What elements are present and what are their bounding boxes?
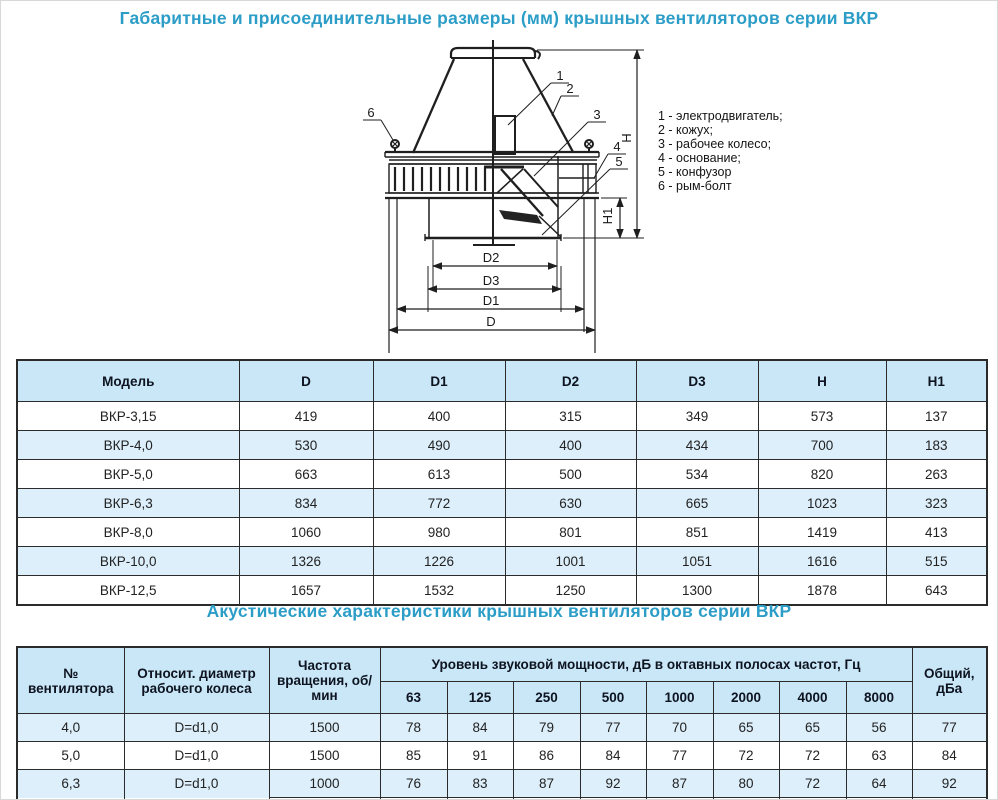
dims-value-cell: 315	[505, 402, 636, 431]
acoustic-frequency-header: 1000	[646, 682, 713, 714]
dim-D3-label: D3	[482, 273, 500, 288]
dims-table-row	[17, 402, 987, 431]
acoustic-fan-number-cell: 6,3	[17, 770, 124, 798]
acoustic-value-cell: 92	[580, 770, 646, 798]
dims-value-cell: 834	[239, 489, 373, 518]
acoustic-value-cell: 87	[646, 770, 713, 798]
part-label-6: 6	[367, 105, 375, 120]
acoustic-value-cell: 79	[513, 714, 580, 742]
dims-column-header: Модель	[17, 360, 239, 402]
acoustic-header-fan-number: № вентилятора	[17, 647, 124, 714]
dims-value-cell: 137	[886, 402, 987, 431]
part-label-3: 3	[593, 107, 601, 122]
legend-item: 2 - кожух;	[658, 123, 713, 137]
dims-value-cell: 980	[373, 518, 505, 547]
legend-item: 4 - основание;	[658, 151, 741, 165]
dimensions-table	[16, 359, 988, 606]
dims-value-cell: 263	[886, 460, 987, 489]
dims-value-cell: 500	[505, 460, 636, 489]
dims-value-cell: 801	[505, 518, 636, 547]
dims-value-cell: 820	[758, 460, 886, 489]
dims-value-cell: 1419	[758, 518, 886, 547]
acoustic-fan-number-cell: 5,0	[17, 742, 124, 770]
acoustic-value-cell: 72	[779, 770, 846, 798]
dims-model-cell: ВКР-3,15	[17, 402, 239, 431]
dims-value-cell: 490	[373, 431, 505, 460]
dims-value-cell: 1023	[758, 489, 886, 518]
acoustic-frequency-header: 4000	[779, 682, 846, 714]
dims-value-cell: 663	[239, 460, 373, 489]
acoustic-value-cell: 80	[713, 770, 779, 798]
acoustic-value-cell: 64	[846, 770, 912, 798]
dims-value-cell: 1250	[505, 576, 636, 606]
dims-value-cell: 630	[505, 489, 636, 518]
acoustic-value-cell: D=d1,0	[124, 742, 269, 770]
acoustic-value-cell: 63	[846, 742, 912, 770]
dims-model-cell: ВКР-6,3	[17, 489, 239, 518]
dims-table-row	[17, 489, 987, 518]
dims-value-cell: 772	[373, 489, 505, 518]
dims-table-row	[17, 431, 987, 460]
acoustic-value-cell: 77	[912, 714, 987, 742]
dims-value-cell: 434	[636, 431, 758, 460]
eye-bolt-left	[391, 140, 399, 152]
dim-H1-label: H1	[600, 207, 615, 225]
acoustic-value-cell: 65	[713, 714, 779, 742]
acoustic-header-rotation-speed: Частота вращения, об/мин	[269, 647, 380, 714]
page-title-dimensions: Габаритные и присоединительные размеры (мм) крышных вентиляторов серии ВКР	[119, 8, 879, 28]
acoustic-table-row	[17, 714, 987, 742]
dimensions-header-row	[17, 360, 987, 402]
dims-value-cell: 1300	[636, 576, 758, 606]
dims-column-header: D2	[505, 360, 636, 402]
dims-value-cell: 851	[636, 518, 758, 547]
base-grating	[395, 167, 485, 191]
cowl-right-line	[523, 59, 573, 152]
dims-value-cell: 1051	[636, 547, 758, 576]
dims-value-cell: 515	[886, 547, 987, 576]
acoustic-value-cell: D=d1,0	[124, 770, 269, 798]
dims-value-cell: 1326	[239, 547, 373, 576]
eye-bolt-right	[585, 140, 593, 152]
acoustic-value-cell: 84	[580, 742, 646, 770]
dims-value-cell: 1657	[239, 576, 373, 606]
dims-value-cell: 530	[239, 431, 373, 460]
dim-D1-label: D1	[482, 293, 500, 308]
dims-model-cell: ВКР-10,0	[17, 547, 239, 576]
acoustic-value-cell: 92	[912, 770, 987, 798]
legend-item: 5 - конфузор	[658, 165, 732, 179]
acoustic-table-row	[17, 742, 987, 770]
dims-table-row	[17, 547, 987, 576]
dims-column-header: H	[758, 360, 886, 402]
acoustic-value-cell: 76	[380, 770, 447, 798]
part-label-2: 2	[566, 81, 574, 96]
acoustic-value-cell: 65	[779, 714, 846, 742]
dims-table-row	[17, 460, 987, 489]
dims-value-cell: 323	[886, 489, 987, 518]
legend-item: 6 - рым-болт	[658, 179, 732, 193]
acoustic-frequency-header: 2000	[713, 682, 779, 714]
acoustic-frequency-header: 125	[447, 682, 513, 714]
acoustic-value-cell: 70	[646, 714, 713, 742]
dims-value-cell: 665	[636, 489, 758, 518]
dim-D-label: D	[486, 314, 496, 329]
acoustic-value-cell: 72	[779, 742, 846, 770]
dim-H-label: H	[619, 133, 634, 143]
acoustic-value-cell: 86	[513, 742, 580, 770]
acoustic-header-sound-power-group: Уровень звуковой мощности, дБ в октавных полосах частот, Гц	[380, 647, 912, 682]
acoustic-value-cell: 77	[646, 742, 713, 770]
dims-value-cell: 1226	[373, 547, 505, 576]
dims-table-row	[17, 518, 987, 547]
acoustic-value-cell: 78	[380, 714, 447, 742]
acoustic-fan-number-cell: 4,0	[17, 714, 124, 742]
acoustic-header-row-1	[17, 647, 987, 682]
dims-value-cell: 643	[886, 576, 987, 606]
dims-value-cell: 1532	[373, 576, 505, 606]
acoustic-value-cell: 1500	[269, 742, 380, 770]
dims-column-header: H1	[886, 360, 987, 402]
dims-column-header: D	[239, 360, 373, 402]
dims-model-cell: ВКР-5,0	[17, 460, 239, 489]
dim-D2-label: D2	[482, 250, 500, 265]
acoustic-header-relative-diameter: Относит. диаметр рабочего колеса	[124, 647, 269, 714]
acoustic-value-cell: 83	[447, 770, 513, 798]
dims-value-cell: 534	[636, 460, 758, 489]
acoustic-value-cell: 77	[580, 714, 646, 742]
acoustic-value-cell: 56	[846, 714, 912, 742]
acoustic-table	[16, 646, 988, 800]
dims-value-cell: 1001	[505, 547, 636, 576]
dims-value-cell: 1060	[239, 518, 373, 547]
dims-model-cell: ВКР-8,0	[17, 518, 239, 547]
parts-legend	[658, 109, 783, 193]
acoustic-frequency-header: 63	[380, 682, 447, 714]
acoustic-frequency-header: 500	[580, 682, 646, 714]
acoustic-value-cell: 84	[447, 714, 513, 742]
dims-value-cell: 349	[636, 402, 758, 431]
acoustic-header-total: Общий, дБа	[912, 647, 987, 714]
legend-item: 3 - рабочее колесо;	[658, 137, 772, 151]
legend-item: 1 - электродвигатель;	[658, 109, 783, 123]
dims-value-cell: 413	[886, 518, 987, 547]
dims-model-cell: ВКР-4,0	[17, 431, 239, 460]
dims-value-cell: 419	[239, 402, 373, 431]
acoustic-value-cell: 1000	[269, 770, 380, 798]
dims-value-cell: 700	[758, 431, 886, 460]
dims-column-header: D3	[636, 360, 758, 402]
dims-value-cell: 183	[886, 431, 987, 460]
acoustic-frequency-header: 8000	[846, 682, 912, 714]
dims-value-cell: 573	[758, 402, 886, 431]
dims-model-cell: ВКР-12,5	[17, 576, 239, 606]
fan-drawing	[311, 26, 671, 358]
dims-value-cell: 613	[373, 460, 505, 489]
acoustic-value-cell: 87	[513, 770, 580, 798]
dims-value-cell: 400	[373, 402, 505, 431]
page-title-acoustic: Акустические характеристики крышных вентиляторов серии ВКР	[206, 601, 792, 621]
dims-value-cell: 1878	[758, 576, 886, 606]
part-label-4: 4	[613, 139, 621, 154]
acoustic-value-cell: 85	[380, 742, 447, 770]
dims-value-cell: 1616	[758, 547, 886, 576]
part-label-5: 5	[615, 154, 623, 169]
cowl-left-line	[413, 59, 454, 153]
acoustic-table-row	[17, 770, 987, 798]
dims-column-header: D1	[373, 360, 505, 402]
impeller	[484, 167, 561, 237]
acoustic-value-cell: 84	[912, 742, 987, 770]
acoustic-value-cell: D=d1,0	[124, 714, 269, 742]
acoustic-value-cell: 1500	[269, 714, 380, 742]
acoustic-value-cell: 72	[713, 742, 779, 770]
dims-value-cell: 400	[505, 431, 636, 460]
acoustic-frequency-header: 250	[513, 682, 580, 714]
acoustic-value-cell: 91	[447, 742, 513, 770]
part-label-1: 1	[556, 68, 564, 83]
